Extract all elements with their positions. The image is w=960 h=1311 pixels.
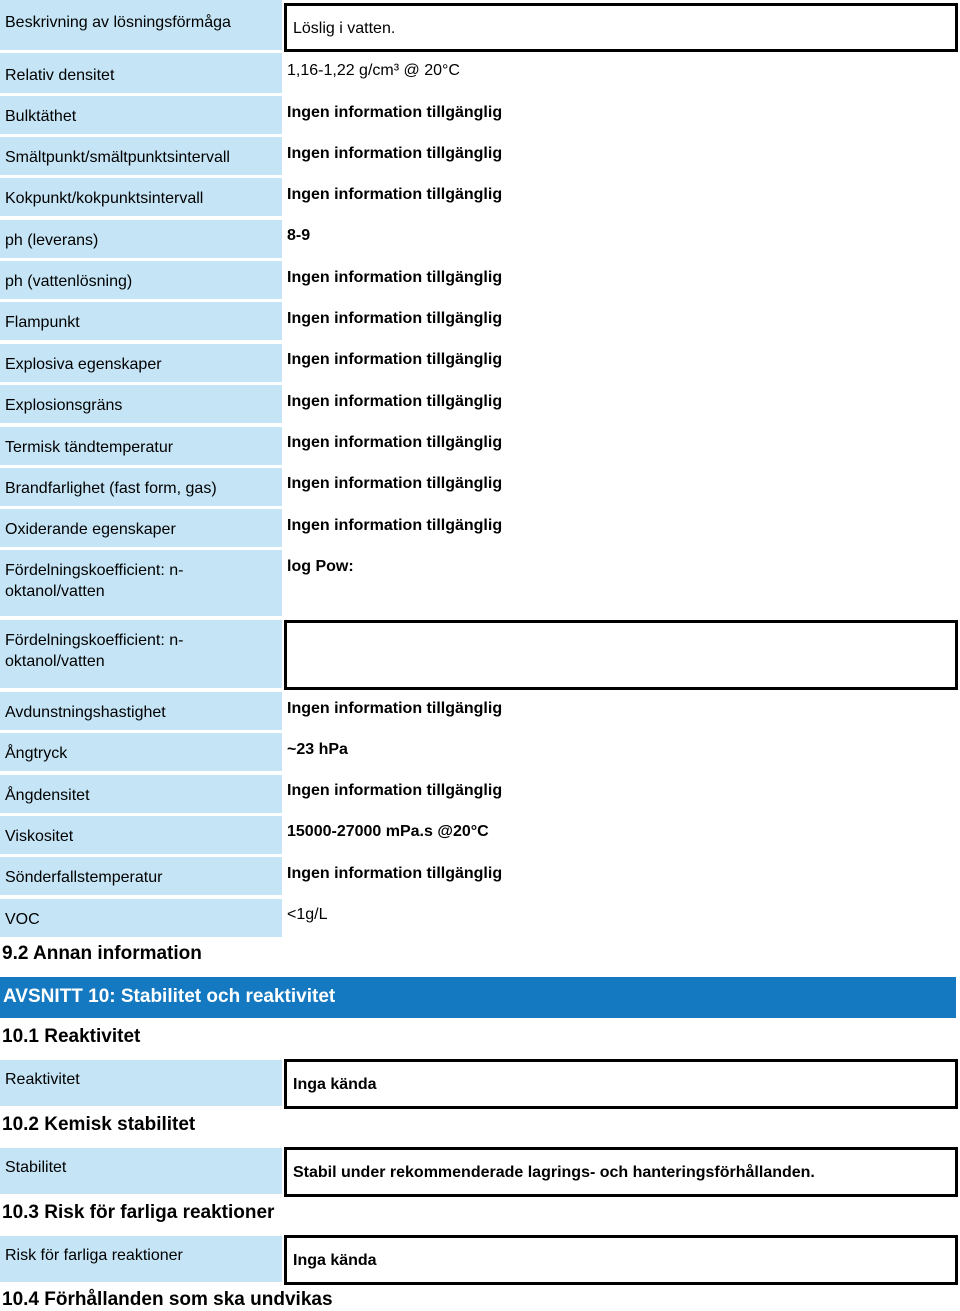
property-label: VOC bbox=[0, 899, 282, 937]
section-heading-10-2: 10.2 Kemisk stabilitet bbox=[2, 1114, 196, 1135]
property-value: Ingen information tillgänglig bbox=[287, 393, 503, 410]
property-value: Ingen information tillgänglig bbox=[287, 269, 503, 286]
property-label: Kokpunkt/kokpunktsintervall bbox=[0, 178, 282, 216]
property-label: Risk för farliga reaktioner bbox=[0, 1236, 282, 1282]
property-value: <1g/L bbox=[287, 906, 328, 923]
section-10-banner: AVSNITT 10: Stabilitet och reaktivitet bbox=[0, 977, 956, 1018]
property-label: Flampunkt bbox=[0, 302, 282, 340]
property-label: Ångtryck bbox=[0, 733, 282, 771]
property-label: Bulktäthet bbox=[0, 96, 282, 134]
property-label: Viskositet bbox=[0, 816, 282, 854]
property-value-box: Inga kända bbox=[284, 1235, 958, 1285]
property-label: ph (vattenlösning) bbox=[0, 261, 282, 299]
property-label: Relativ densitet bbox=[0, 53, 282, 93]
property-value: Ingen information tillgänglig bbox=[287, 310, 503, 327]
property-value: log Pow: bbox=[287, 558, 354, 575]
property-value: 1,16-1,22 g/cm³ @ 20°C bbox=[287, 62, 460, 79]
property-value: Ingen information tillgänglig bbox=[287, 351, 503, 368]
property-value: Ingen information tillgänglig bbox=[287, 700, 503, 717]
property-value: 15000-27000 mPa.s @20°C bbox=[287, 823, 489, 840]
property-value: 8-9 bbox=[287, 227, 311, 244]
property-value-box: Inga kända bbox=[284, 1059, 958, 1109]
property-value-box: Stabil under rekommenderade lagrings- och hanteringsförhållanden. bbox=[284, 1147, 958, 1197]
section-heading-10-4: 10.4 Förhållanden som ska undvikas bbox=[2, 1289, 333, 1310]
property-value-box bbox=[284, 620, 958, 690]
property-label: Reaktivitet bbox=[0, 1060, 282, 1106]
property-label: Beskrivning av lösningsförmåga bbox=[0, 0, 282, 50]
property-label: Oxiderande egenskaper bbox=[0, 509, 282, 547]
property-value: Ingen information tillgänglig bbox=[287, 186, 503, 203]
property-label: Ångdensitet bbox=[0, 775, 282, 813]
section-heading-10-3: 10.3 Risk för farliga reaktioner bbox=[2, 1202, 275, 1223]
property-label: Avdunstningshastighet bbox=[0, 692, 282, 730]
property-value: Ingen information tillgänglig bbox=[287, 865, 503, 882]
property-value: ~23 hPa bbox=[287, 741, 348, 758]
property-value: Ingen information tillgänglig bbox=[287, 104, 503, 121]
property-value: Ingen information tillgänglig bbox=[287, 145, 503, 162]
property-value: Ingen information tillgänglig bbox=[287, 475, 503, 492]
property-value: Ingen information tillgänglig bbox=[287, 434, 503, 451]
property-label: Termisk tändtemperatur bbox=[0, 427, 282, 465]
property-label: Fördelningskoefficient: n-oktanol/vatten bbox=[0, 550, 282, 616]
property-label: Brandfarlighet (fast form, gas) bbox=[0, 468, 282, 506]
property-label: ph (leverans) bbox=[0, 220, 282, 258]
property-value: Ingen information tillgänglig bbox=[287, 782, 503, 799]
property-label: Stabilitet bbox=[0, 1148, 282, 1194]
property-label: Sönderfallstemperatur bbox=[0, 857, 282, 895]
property-label: Explosiva egenskaper bbox=[0, 344, 282, 382]
property-label: Smältpunkt/smältpunktsintervall bbox=[0, 137, 282, 175]
section-heading-10-1: 10.1 Reaktivitet bbox=[2, 1026, 141, 1047]
section-heading-9-2: 9.2 Annan information bbox=[2, 943, 202, 964]
property-label: Explosionsgräns bbox=[0, 385, 282, 423]
property-value: Ingen information tillgänglig bbox=[287, 517, 503, 534]
property-value: Löslig i vatten. bbox=[284, 3, 958, 52]
property-label: Fördelningskoefficient: n-oktanol/vatten bbox=[0, 620, 282, 688]
